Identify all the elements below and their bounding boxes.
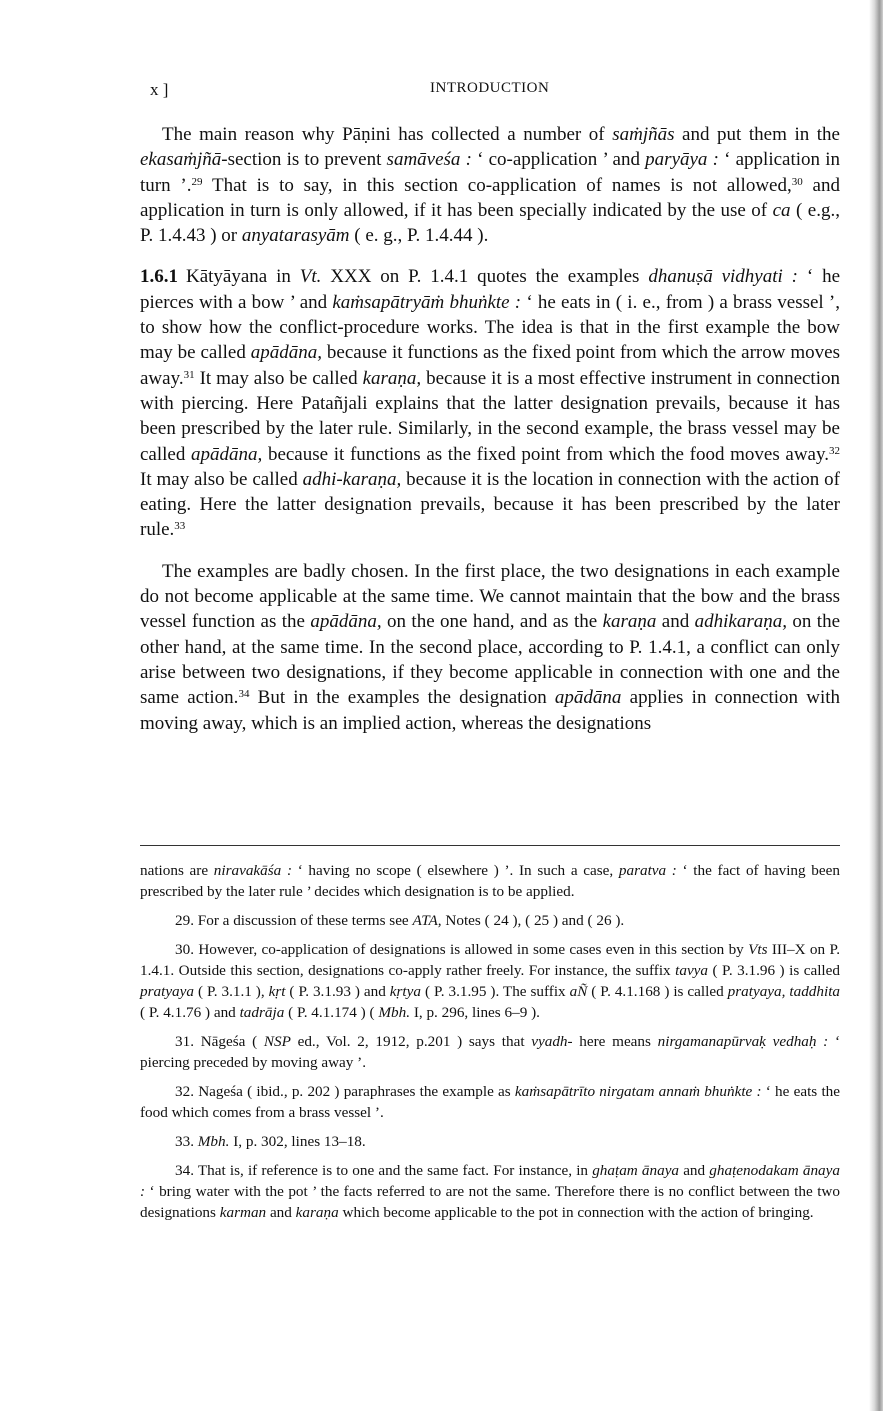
main-text	[140, 122, 840, 752]
term: Vts	[748, 941, 768, 958]
term: tavya	[675, 962, 709, 979]
footnote-divider	[140, 845, 840, 846]
footnote-ref-32[interactable]: 32	[829, 444, 841, 457]
term: paryāya :	[645, 149, 719, 171]
term: Vt.	[299, 266, 322, 288]
term: vyadh-	[531, 1033, 573, 1050]
text: on the other hand, at the same time. In the second place, according to P. 1.4.1, a conflict can only arise between two designations, if they become applicable in connection with one and the same action.	[140, 611, 840, 709]
text: ( P. 4.1.174 ) (	[284, 1004, 379, 1021]
text: Notes ( 24 ), ( 25 ) and ( 26 ).	[441, 912, 625, 929]
footnote-number: 33.	[175, 1133, 194, 1150]
footnote-number: 34.	[175, 1162, 194, 1179]
term: NSP	[263, 1033, 291, 1050]
footnotes	[140, 860, 840, 1231]
footnote-number: 30.	[175, 941, 194, 958]
text: However, co-application of designations is allowed in some cases even in this section by	[198, 941, 749, 958]
text: because it functions as the fixed point from which the food moves away.	[262, 443, 830, 465]
term: niravakāśa :	[213, 862, 293, 879]
text: and	[656, 611, 695, 633]
term: adhikaraṇa,	[694, 611, 787, 633]
footnote-number: 32.	[175, 1083, 194, 1100]
footnote-30	[140, 939, 840, 1023]
term: paratva :	[618, 862, 677, 879]
text: ‘ the fact of having been prescribed by the later rule ’ decides which designation is to be applied.	[140, 862, 840, 900]
text: -section is to prevent	[221, 149, 387, 171]
text: It may also be called	[194, 367, 363, 389]
section-number: 1.6.1	[140, 266, 178, 288]
text: and application in turn is only allowed, if it has been specially indicated by the use of	[140, 174, 840, 221]
text: It may also be called	[140, 468, 303, 490]
text: because it functions as the fixed point from which the arrow moves away.	[140, 342, 840, 389]
text: Nageśa ( ibid., p. 202 ) paraphrases the example as	[198, 1083, 515, 1100]
text: because it is the location in connection with the action of eating. Here the latter designation prevails, because it has been prescribed by the later rule.	[140, 468, 840, 541]
footnote-29	[140, 910, 840, 931]
footnote-number: 29.	[175, 912, 194, 929]
scan-page-edge	[869, 0, 883, 1411]
term: saṁjñās	[612, 124, 675, 145]
term: kṛtya	[389, 983, 421, 1000]
text: The examples are badly chosen. In the first place, the two designations in each example do not become applicable at the same time. We cannot maintain that the bow and the brass vessel function as the	[140, 560, 840, 633]
term: karaṇa	[602, 611, 657, 633]
term: karaṇa	[295, 1204, 339, 1221]
text: Nāgeśa (	[200, 1033, 264, 1050]
term: apādāna,	[250, 342, 322, 364]
footnote-ref-29[interactable]: 29	[191, 175, 203, 188]
term: pratyaya	[140, 983, 194, 1000]
page-header	[150, 80, 840, 104]
term: apādāna	[554, 687, 622, 709]
text: nations are	[140, 862, 214, 879]
footnote-ref-30[interactable]: 30	[791, 175, 803, 188]
footnote-32	[140, 1081, 840, 1123]
term: karman	[219, 1204, 267, 1221]
term: ekasaṁjñā	[140, 149, 222, 171]
footnote-31	[140, 1031, 840, 1073]
term: samāveśa :	[386, 149, 472, 171]
term: karaṇa,	[362, 367, 422, 389]
footnote-number: 31.	[175, 1033, 194, 1050]
term: kaṁsapātrīto nirgatam annaṁ bhuṅkte :	[514, 1083, 762, 1100]
text: ‘ he eats in ( i. e., from ) a brass vessel ’, to show how the conflict-procedure works. The idea is that in the first example the bow may be called	[140, 291, 840, 364]
text: which become applicable to the pot in connection with the action of bringing.	[338, 1204, 814, 1221]
text: ‘ having no scope ( elsewhere ) ’. In such a case,	[292, 862, 619, 879]
text: ( P. 3.1.93 ) and	[285, 983, 390, 1000]
text: applies in connection with moving away, which is an implied action, whereas the designations	[140, 687, 840, 734]
term: dhanuṣā vidhyati :	[648, 266, 798, 288]
text: and	[266, 1204, 296, 1221]
text: here means	[572, 1033, 658, 1050]
text: ( P. 3.1.95 ). The suffix	[421, 983, 570, 1000]
text: ( P. 4.1.76 ) and	[140, 1004, 240, 1021]
text: ‘ he eats the food which comes from a brass vessel ’.	[140, 1083, 840, 1121]
text: ‘ co-application ’ and	[471, 149, 646, 171]
text: and put them in the	[674, 124, 840, 145]
running-title: INTRODUCTION	[430, 80, 550, 96]
text: Kātyāyana in	[186, 266, 300, 288]
footnote-ref-34[interactable]: 34	[238, 688, 250, 701]
term: ghaṭenodakam ānaya :	[140, 1162, 840, 1200]
term: apādāna,	[310, 611, 382, 633]
text: But in the examples the designation	[249, 687, 555, 709]
term: adhi-karaṇa,	[302, 468, 402, 490]
text: ( P. 4.1.168 ) is called	[587, 983, 728, 1000]
footnote-ref-31[interactable]: 31	[183, 368, 195, 381]
term: tadrāja	[239, 1004, 285, 1021]
term: ca	[772, 199, 791, 221]
text: That is, if reference is to one and the same fact. For instance, in	[197, 1162, 593, 1179]
text: ( e. g., P. 1.4.44 ).	[349, 225, 489, 247]
page-number: x ]	[150, 80, 169, 99]
term: kaṁsapātryāṁ bhuṅkte :	[332, 291, 522, 313]
text: I, p. 302, lines 13–18.	[229, 1133, 366, 1150]
text: III–X on P. 1.4.1. Outside this section, designations co-apply rather freely. For instance, the suffix	[140, 941, 841, 979]
paragraph-3	[140, 559, 840, 736]
text: XXX on P. 1.4.1 quotes the examples	[321, 266, 649, 288]
term: kṛt	[268, 983, 286, 1000]
footnote-34	[140, 1160, 840, 1223]
term: Mbh.	[378, 1004, 411, 1021]
term: aÑ	[569, 983, 588, 1000]
term: apādāna,	[191, 443, 263, 465]
text: For a discussion of these terms see	[197, 912, 413, 929]
text: I, p. 296, lines 6–9 ).	[410, 1004, 540, 1021]
term: ghaṭam ānaya	[592, 1162, 680, 1179]
footnote-33	[140, 1131, 840, 1152]
text: ( P. 3.1.1 ),	[194, 983, 269, 1000]
text: ‘ he pierces with a bow ’ and	[140, 266, 841, 313]
term: Mbh.	[197, 1133, 230, 1150]
text: ( e.g., P. 1.4.43 ) or	[140, 199, 840, 247]
text: on the one hand, and as the	[381, 611, 603, 633]
text: That is to say, in this section co-application of names is not allowed,	[202, 174, 792, 196]
term: nirgamanapūrvaḳ vedhaḥ :	[657, 1033, 829, 1050]
term: anyatarasyām	[241, 225, 350, 247]
text: The main reason why Pāṇini has collected a number of	[162, 124, 613, 145]
text: ( P. 3.1.96 ) is called	[708, 962, 840, 979]
term: ATA,	[412, 912, 442, 929]
paragraph-section-1-6-1	[140, 264, 840, 542]
text: because it is a most effective instrument in connection with piercing. Here Patañjali explains that the latter designation prevails, because it has been prescribed by the later rule. Similarly, in the second example, the brass vessel may be called	[140, 367, 840, 465]
text: ‘ bring water with the pot ’ the facts referred to are not the same. Therefore there is no conflict between the two designations	[140, 1183, 840, 1221]
text: ‘ application in turn ’.	[140, 149, 840, 196]
text: and	[679, 1162, 710, 1179]
footnote-ref-33[interactable]: 33	[174, 520, 186, 533]
text: ed., Vol. 2, 1912, p.201 ) says that	[290, 1033, 532, 1050]
paragraph-1	[140, 122, 840, 248]
term: pratyaya, taddhita	[727, 983, 841, 1000]
footnote-continuation	[140, 860, 840, 902]
text: ‘ piercing preceded by moving away ’.	[140, 1033, 841, 1071]
